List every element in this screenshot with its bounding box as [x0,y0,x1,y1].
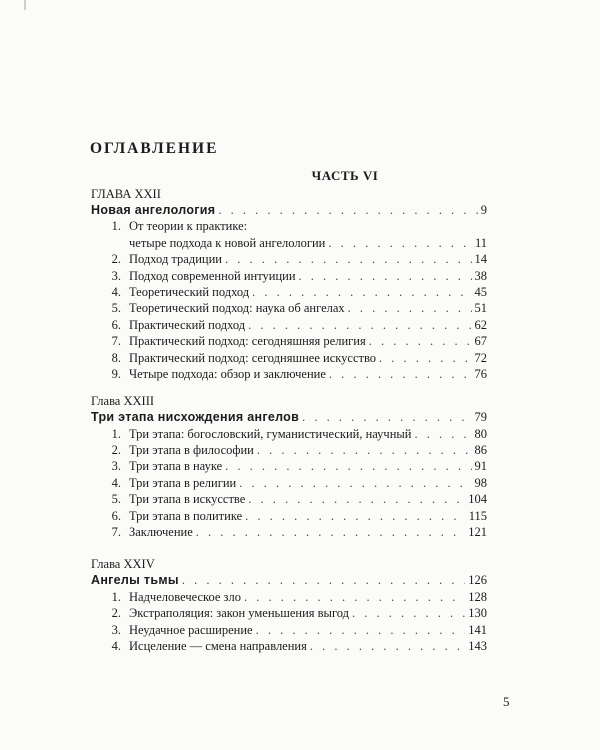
chapter-label: Глава XXIV [91,557,155,572]
chapter-title: Новая ангелология [91,203,216,217]
part-heading: ЧАСТЬ VI [311,168,379,183]
toc-entry[interactable]: 2. Экстраполяция: закон уменьшения выгод . . . 130 [91,605,487,621]
toc-entry[interactable]: 2. Три этапа в философии . . . 86 [91,442,487,458]
table-of-contents [91,186,487,654]
toc-entry[interactable]: 3. Неудачное расширение . . . 141 [91,622,487,638]
chapter-title-row[interactable] [91,202,487,218]
chapter-page: 9 [480,203,487,217]
page-title: ОГЛАВЛЕНИЕ [90,140,219,157]
chapter-title: Три этапа нисхождения ангелов [91,410,300,425]
toc-entry[interactable]: 2. Подход традиции . . . 14 [91,251,487,267]
toc-entry[interactable]: 5. Три этапа в искусстве . . . 104 [91,491,487,507]
toc-entry[interactable]: 6. Три этапа в политике . . . 115 [91,508,487,524]
toc-entry[interactable]: 9. Четыре подхода: обзор и заключение . . . 76 [91,366,487,382]
toc-entry[interactable]: 4. Три этапа в религии . . . 98 [91,475,487,491]
toc-entry[interactable]: 6. Практический подход . . . 62 [91,317,487,333]
chapter-page: 79 [474,410,487,425]
chapter-label: Глава XXIII [91,394,155,409]
page-number: 5 [503,694,510,709]
toc-entry[interactable]: 5. Теоретический подход: наука об ангелах . . . 51 [91,300,487,316]
chapter-title-row[interactable] [91,409,487,425]
chapter-title: Ангелы тьмы [91,573,179,588]
chapter-title-row[interactable] [91,572,487,588]
toc-entry[interactable]: 4. Исцеление — смена направления . . . 143 [91,638,487,654]
chapter-page: 126 [468,573,487,588]
toc-entry[interactable]: 7. Заключение . . . 121 [91,524,487,540]
toc-entry[interactable]: 4. Теоретический подход . . . 45 [91,284,487,300]
toc-entry[interactable]: 1. Три этапа: богословский, гуманистический, научный . . . 80 [91,426,487,442]
toc-entry[interactable]: 3. Три этапа в науке . . . 91 [91,458,487,474]
toc-entry[interactable]: четыре подхода к новой ангелологии . . . 11 [91,235,487,251]
toc-entry[interactable]: 7. Практический подход: сегодняшняя религия . . . 67 [91,333,487,349]
scan-edge-mark [24,0,38,10]
toc-entry[interactable]: 1. Надчеловеческое зло . . . 128 [91,589,487,605]
chapter-label: ГЛАВА XXII [91,187,161,201]
toc-entry[interactable]: 1. От теории к практике: [111,219,248,234]
toc-entry[interactable]: 8. Практический подход: сегодняшнее искусство . . . 72 [91,350,487,366]
toc-entry[interactable]: 3. Подход современной интуиции . . . 38 [91,268,487,284]
